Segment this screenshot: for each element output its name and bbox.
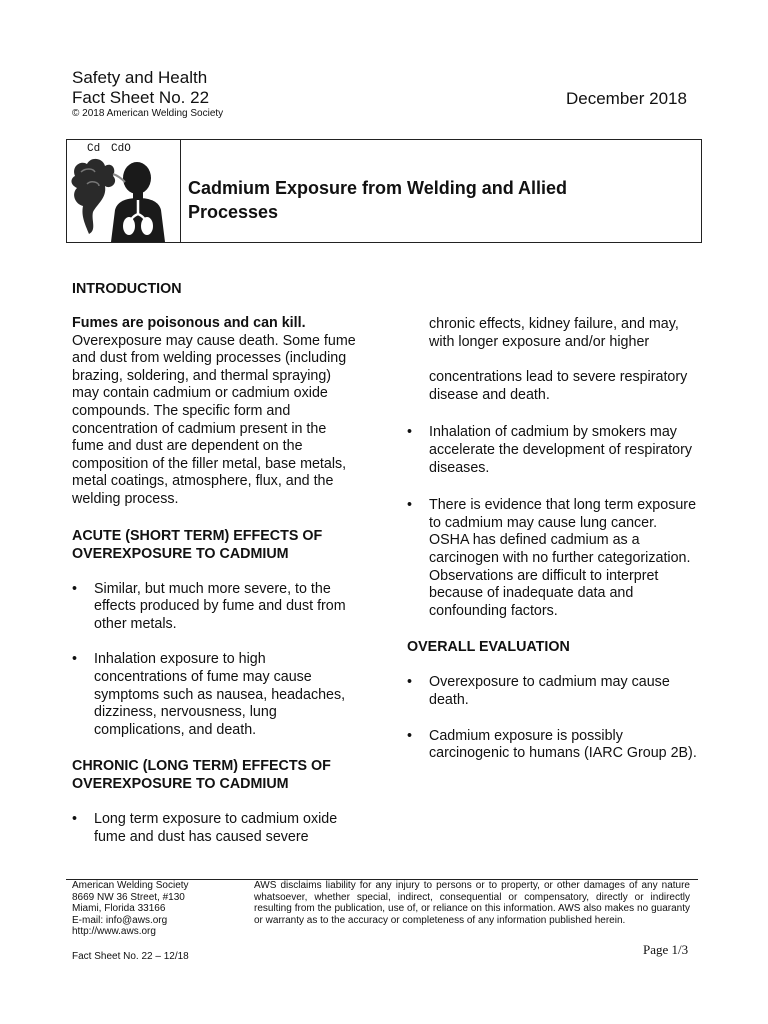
right-column bbox=[407, 316, 699, 763]
introduction-text: Overexposure may cause death. Some fume and dust from welding processes (including brazing, soldering, and thermal spraying) may contain cadmium or cadmium oxide compounds. The specific form and concentration of cadmium present in the fume and dust are dependent on the composition of the filler metal, base metals, metal coatings, atmosphere, flux, and the welding process. bbox=[72, 332, 356, 507]
publication-date: December 2018 bbox=[566, 89, 687, 108]
chronic-effects-heading: CHRONIC (LONG TERM) EFFECTS OF OVEREXPOSURE TO CADMIUM bbox=[72, 758, 331, 793]
contact-block bbox=[72, 880, 252, 938]
overall-evaluation-list bbox=[407, 674, 699, 762]
list-item: • Inhalation exposure to high concentrations of fume may cause symptoms such as nausea, headaches, dizziness, nervousness, lung complications, and death. bbox=[72, 651, 362, 739]
copyright-notice: © 2018 American Welding Society bbox=[72, 108, 224, 119]
title-banner bbox=[66, 139, 702, 243]
list-item: • Long term exposure to cadmium oxide fume and dust has caused severe bbox=[72, 811, 362, 846]
list-item: • Cadmium exposure is possibly carcinogenic to humans (IARC Group 2B). bbox=[407, 728, 699, 763]
list-item: • Similar, but much more severe, to the effects produced by fume and dust from other metals. bbox=[72, 581, 362, 634]
email-address: E-mail: info@aws.org bbox=[72, 914, 168, 926]
welder-fume-head-icon bbox=[67, 140, 180, 242]
series-title: Safety and Health bbox=[72, 68, 208, 87]
introduction-lead: Fumes are poisonous and can kill. bbox=[72, 315, 306, 331]
acute-effects-heading: ACUTE (SHORT TERM) EFFECTS OF OVEREXPOSURE TO CADMIUM bbox=[72, 527, 323, 562]
cdo-label: CdO bbox=[111, 143, 131, 155]
list-item: • Overexposure to cadmium may cause death. bbox=[407, 674, 699, 709]
list-item: • Inhalation of cadmium by smokers may accelerate the development of respiratory diseases. bbox=[407, 424, 699, 477]
organization-name: American Welding Society bbox=[72, 880, 189, 891]
acute-effects-list bbox=[72, 581, 362, 740]
website-link[interactable]: http://www.aws.org bbox=[72, 926, 156, 937]
banner-divider bbox=[180, 140, 181, 242]
chronic-effects-list-continued bbox=[407, 424, 699, 620]
chronic-continuation-2: concentrations lead to severe respiratory disease and death. bbox=[429, 369, 688, 403]
list-item: • There is evidence that long term exposure to cadmium may cause lung cancer. OSHA has defined cadmium as a carcinogen with no further categorization. Observations are difficult to interpret because of inadequate data and confounding factors. bbox=[407, 497, 699, 620]
chronic-continuation-1: chronic effects, kidney failure, and may, with longer exposure and/or higher bbox=[429, 316, 679, 350]
left-column bbox=[72, 280, 362, 846]
page-number: Page 1/3 bbox=[643, 942, 689, 957]
overall-evaluation-heading: OVERALL EVALUATION bbox=[407, 639, 570, 656]
document-title: Cadmium Exposure from Welding and Allied Processes bbox=[188, 178, 568, 222]
disclaimer-text: AWS disclaims liability for any injury to persons or to property, or other damages of any nature whatsoever, whether special, indirect, consequential or compensatory, directly or indirectly resulting from the publication, use of, or reliance on this information. AWS also makes no guaranty or warranty as to the accuracy or completeness of any information published herein. bbox=[254, 880, 690, 926]
street-address: 8669 NW 36 Street, #130 bbox=[72, 891, 185, 903]
fact-sheet-number: Fact Sheet No. 22 bbox=[72, 88, 210, 107]
city-address: Miami, Florida 33166 bbox=[72, 903, 166, 914]
introduction-paragraph bbox=[72, 315, 362, 509]
cd-label: Cd bbox=[87, 143, 101, 155]
chronic-effects-list bbox=[72, 811, 362, 846]
sheet-code: Fact Sheet No. 22 – 12/18 bbox=[72, 951, 189, 962]
introduction-heading: INTRODUCTION bbox=[72, 281, 182, 297]
